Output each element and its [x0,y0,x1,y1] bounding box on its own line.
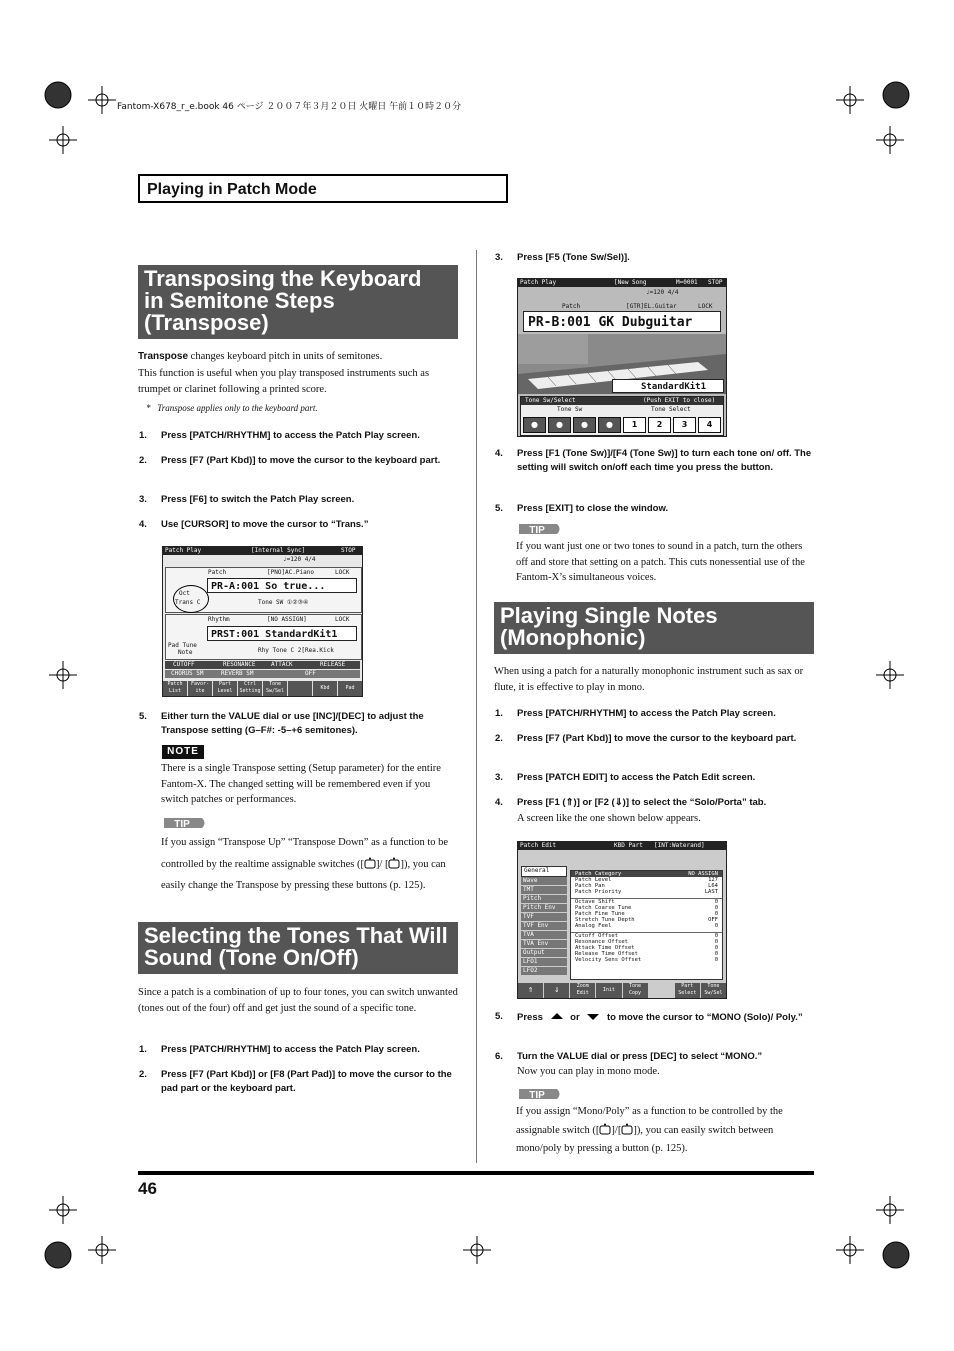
transpose-intro: Transpose changes keyboard pitch in units of semitones. [138,351,383,362]
param-row[interactable]: Cutoff Offset 0 [575,933,718,939]
tab[interactable]: Output [521,949,567,958]
param-row[interactable]: Attack Time Offset 0 [575,945,718,951]
step: 4. Press [F1 (Tone Sw)]/[F4 (Tone Sw)] to turn each tone on/ off. The setting will switch on/off each time you press the button. [495,448,812,473]
section-header [138,174,508,203]
tip-badge [162,816,208,830]
param-row[interactable]: Release Time Offset 0 [575,951,718,957]
tab[interactable]: TVA [521,931,567,940]
tab[interactable]: TVF Env [521,922,567,931]
tip-badge [517,522,563,536]
step: 1. Press [PATCH/RHYTHM] to access the Patch Play screen. [139,430,420,441]
f-key[interactable]: Part Level [213,681,238,696]
cursor-up-icon [549,1010,565,1022]
step: 4. Use [CURSOR] to move the cursor to “Trans.” [139,519,369,530]
function-key-row [163,681,362,696]
fx-row-2: CHORUS SM REVERB SM OFF [165,670,360,678]
f-key[interactable] [649,983,674,998]
param-row[interactable]: Patch Category NO ASSIGN [571,871,722,877]
param-row[interactable]: Patch Fine Tune 0 [575,911,718,917]
param-row[interactable]: Patch Coarse Tune 0 [575,905,718,911]
transpose-heading: Transposing the Keyboard in Semitone Steps (Transpose) [138,265,458,339]
footer-rule [138,1171,814,1175]
svg-text:TIP: TIP [529,1090,545,1101]
switch-icon [599,1123,611,1135]
param-row[interactable]: Resonance Offset 0 [575,939,718,945]
switch-icon [388,857,400,869]
transpose-intro2: This function is useful when you play transposed instruments such as trumpet or clarinet following a printed score. [138,368,430,395]
patch-edit-screen: Patch Edit KBD Part [INT:Waterand] General Wave TMT Pitch Pitch Env TVF TVF Env TVA TVA Env Output LFO1 LFO2 Patch Category NO ASSIGN Patch Level 127 Patch Pan L64 Patch Priority LAST Octave Shift 0 Patch Coarse Tune 0 Patch Fine Tune 0 Stretch Tune Depth OFF Analog Feel 0 Cutoff Offset 0 Resonance Offset 0 Attack Time Offset 0 Release Time Offset 0 Velocity Sens Offset 0 ⇑ ⇓ Zoom Edit Init Tone Copy Part Select Tone Sw/Sel [517,841,727,999]
tone-sw-2-button[interactable]: ● [548,417,571,433]
footnote: * Transpose applies only to the keyboard part. [146,403,318,413]
svg-text:TIP: TIP [174,819,190,830]
step: 3. Press [PATCH EDIT] to access the Patch Edit screen. [495,772,756,783]
param-row[interactable]: Octave Shift 0 [575,899,718,905]
tone-sw-buttons [523,417,721,433]
kit-box: StandardKit1 [612,379,724,393]
rhythm-name-box: PRST:001 StandardKit1 [207,626,357,641]
f-key[interactable]: Favor-ite [188,681,213,696]
mono-heading: Playing Single Notes (Monophonic) [494,602,814,654]
f-key[interactable]: Patch List [163,681,188,696]
param-list [570,870,723,980]
cursor-down-icon [585,1010,601,1022]
tone-sw-3-button[interactable]: ● [573,417,596,433]
f-key[interactable]: Kbd [313,681,338,696]
tone-sw-window: Tone Sw/Select (Push EXIT to close) Tone Sw Tone Select ● ● ● ● 1 2 3 4 [520,396,724,436]
tip-text: If you assign “Mono/Poly” as a function to be controlled by the assignable switch ([ ]/[ ]), you can easily switch between mono/poly by pressing a button (p. 125). [516,1106,783,1154]
f-key[interactable]: ⇑ [518,983,543,998]
column-divider [476,250,477,1163]
tone-sw-1-button[interactable]: ● [523,417,546,433]
f-key[interactable]: Zoom Edit [570,983,595,998]
param-row[interactable]: Velocity Sens Offset 0 [575,957,718,963]
svg-text:TIP: TIP [529,525,545,536]
tab[interactable]: TVA Env [521,940,567,949]
tab-list [521,866,567,978]
tab[interactable]: LFO2 [521,967,567,975]
step-sub: A screen like the one shown below appears. [517,813,701,824]
tone-sw-select-screen: Patch Play [New Song M=0001 STOP ♩=120 4/4 Patch [GTR]EL.Guitar LOCK PR-B:001 GK Dubguitar StandardKit1 Tone Sw/Select (Push EXIT to close) Tone Sw Tone Select ● ● ● ● 1 2 3 4 [517,278,727,437]
f-key[interactable]: Tone Sw/Sel [701,983,726,998]
step: 5. Either turn the VALUE dial or use [INC]/[DEC] to adjust the Transpose setting (G–F#: -5–+6 semitones). [139,711,424,736]
tab[interactable]: Pitch Env [521,904,567,913]
mono-intro: When using a patch for a naturally monophonic instrument such as sax or flute, it is effective to play in mono. [494,666,804,693]
tone-select-1-button[interactable]: 1 [623,417,646,433]
fx-row: CUTOFF RESONANCE ATTACK RELEASE [165,661,360,669]
param-row[interactable]: Stretch Tune Depth OFF [575,917,718,923]
tip-text: If you want just one or two tones to sound in a patch, turn the others off and store that setting on a patch. This cuts nonessential use of the Fantom-X’s simultaneous voices. [516,541,805,583]
tone-sw-4-button[interactable]: ● [598,417,621,433]
screen-title-bar: Patch Play [Internal Sync] STOP [163,547,362,555]
param-row[interactable]: Patch Pan L64 [575,883,718,889]
step: 2. Press [F7 (Part Kbd)] to move the cursor to the keyboard part. [139,455,441,466]
page-number: 46 [138,1179,157,1198]
tone-select-3-button[interactable]: 3 [673,417,696,433]
step: 1. Press [PATCH/RHYTHM] to access the Patch Play screen. [139,1044,420,1055]
f-key[interactable]: Init [596,983,621,998]
step: 5. Press [EXIT] to close the window. [495,503,669,514]
tone-select-2-button[interactable]: 2 [648,417,671,433]
f-key[interactable]: ⇓ [544,983,569,998]
tip-badge [517,1087,563,1101]
tab[interactable]: Wave [521,877,567,886]
note-label: NOTE [162,745,204,759]
f-key[interactable]: Tone Copy [623,983,648,998]
step-sub: Now you can play in mono mode. [517,1066,660,1077]
file-info: Fantom-X678_r_e.book 46 ページ ２００７年３月２０日 火曜日 午前１０時２０分 [117,102,462,112]
f-key[interactable] [288,681,313,696]
tone-onoff-heading: Selecting the Tones That Will Sound (Tone On/Off) [138,922,458,974]
step: 5. Press or to move the cursor to “MONO (Solo)/ Poly.” [495,1011,803,1023]
step: 1. Press [PATCH/RHYTHM] to access the Patch Play screen. [495,708,776,719]
tab[interactable]: TMT [521,886,567,895]
step: 3. Press [F6] to switch the Patch Play screen. [139,494,355,505]
tab[interactable]: LFO1 [521,958,567,967]
step: 6. Turn the VALUE dial or press [DEC] to select “MONO.” [495,1051,763,1062]
step: 3. Press [F5 (Tone Sw/Sel)]. [495,252,630,263]
f-key[interactable]: Ctrl Setting [238,681,263,696]
step: 2. Press [F7 (Part Kbd)] or [F8 (Part Pad)] to move the cursor to the pad part or the keyboard part. [139,1069,452,1094]
step: 4. Press [F1 (⇑)] or [F2 (⇓)] to select the “Solo/Porta” tab. [495,797,767,808]
tone-select-4-button[interactable]: 4 [698,417,721,433]
tip-text: If you assign “Transpose Up” “Transpose Down” as a function to be controlled by the realtime assignable switches ([ ]/ [ ]), you can easily change the Transpose by pressing these buttons (p. 125). [161,837,449,891]
patch-name-box: PR-B:001 GK Dubguitar [523,311,721,332]
param-row[interactable]: Analog Feel 0 [575,923,718,929]
param-row[interactable]: Patch Level 127 [575,877,718,883]
tab[interactable]: TVF [521,913,567,922]
patch-name-box: PR-A:001 So true... [207,578,357,593]
switch-icon [621,1123,633,1135]
f-key[interactable]: Part Select [675,983,700,998]
section-title: Playing in Patch Mode [147,181,317,198]
switch-icon [364,857,376,869]
note-text: There is a single Transpose setting (Setup parameter) for the entire Fantom-X. The changed setting will be remembered even if you switch patches or performances. [161,763,441,805]
step: 2. Press [F7 (Part Kbd)] to move the cursor to the keyboard part. [495,733,797,744]
tab[interactable]: Pitch [521,895,567,904]
f-key[interactable]: Pad [338,681,362,696]
patch-play-screen: Patch Play [Internal Sync] STOP ♩=120 4/4 Patch [PNO]AC.Piano LOCK PR-A:001 So true... Oct Trans C Tone SW ①②③④ Rhythm [NO ASSIGN] LOCK PRST:001 StandardKit1 Pad Tune Note Rhy Tone C 2[Rea.Kick CUTOFF RESONANCE ATTACK RELEASE CHORUS SM REVERB SM OFF Patch List Favor-ite Part Level Ctrl Setting Tone Sw/Sel Kbd Pad [162,546,363,697]
function-key-row [518,983,726,998]
param-row[interactable]: Patch Priority LAST [575,889,718,895]
f-key[interactable]: Tone Sw/Sel [263,681,288,696]
tab[interactable]: General [521,866,567,877]
tone-onoff-intro: Since a patch is a combination of up to four tones, you can switch unwanted (tones out of the four) off and get just the sound of a specific tone. [138,987,458,1014]
